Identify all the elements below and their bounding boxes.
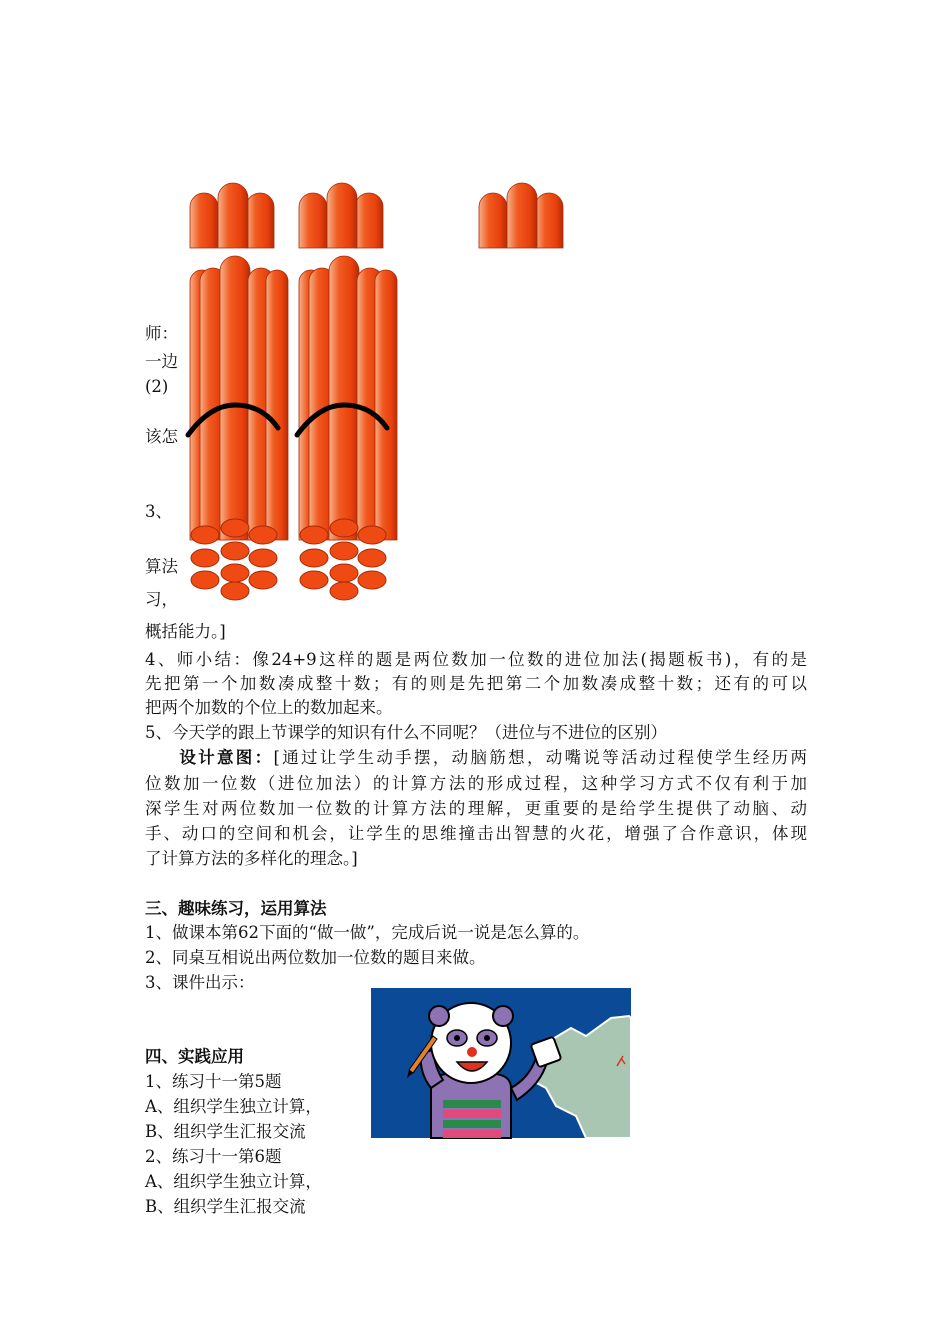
counting-stick [479, 193, 507, 248]
stick-end [221, 564, 249, 582]
counting-stick [218, 183, 248, 248]
panda-eye [454, 1035, 460, 1041]
stick-end [221, 582, 249, 600]
stick-end [358, 549, 386, 567]
section3-item: 1、做课本第62下面的“做一做”，完成后说一说是怎么算的。 [145, 923, 590, 942]
stick-end [300, 549, 328, 567]
stick-end [330, 564, 358, 582]
section4-item: B、组织学生汇报交流 [145, 1197, 306, 1216]
design-intent-text: [通过让学生动手摆，动脑筋想，动嘴说等活动过程使学生经历两 [273, 748, 808, 767]
stick-end [300, 571, 328, 589]
counting-stick [220, 256, 250, 540]
step4-line: 先把第一个加数凑成整十数；有的则是先把第二个加数凑成整十数；还有的可以 [145, 674, 807, 693]
stick-end [358, 571, 386, 589]
section4-item: A、组织学生独立计算， [145, 1172, 322, 1191]
section3-title: 三、趣味练习，运用算法 [145, 899, 327, 918]
section4-item: A、组织学生独立计算， [145, 1097, 322, 1116]
counting-stick [329, 256, 359, 540]
text-fragment: (2) [145, 377, 169, 396]
section3-item: 2、同桌互相说出两位数加一位数的题目来做。 [145, 948, 486, 967]
counting-stick [246, 193, 274, 248]
section4-item: 1、练习十一第5题 [145, 1072, 282, 1091]
text-fragment: 一边 [145, 352, 178, 371]
panda-cartoon [371, 988, 631, 1138]
stick-end [249, 571, 277, 589]
stick-end [249, 549, 277, 567]
section3-item: 3、课件出示： [145, 973, 255, 992]
shirt-stripe [443, 1100, 501, 1108]
stick-end [330, 542, 358, 560]
stick-end [221, 542, 249, 560]
counting-stick [507, 183, 537, 248]
stick-end [330, 582, 358, 600]
text-fragment: 师： [145, 324, 178, 343]
counting-stick [327, 183, 357, 248]
counting-sticks-illustration [0, 0, 950, 620]
design-intent-line [145, 746, 807, 770]
step4-line: 把两个加数的个位上的数加起来。 [145, 698, 393, 717]
text-fragment: 算法 [145, 557, 178, 576]
counting-stick [375, 270, 397, 540]
design-intent-line: 手、动口的空间和机会，让学生的思维撞击出智慧的火花，增强了合作意识，体现 [145, 824, 807, 843]
step5-line: 5、今天学的跟上节课学的知识有什么不同呢？（进位与不进位的区别） [145, 723, 667, 742]
shirt-stripe [443, 1110, 501, 1118]
section4-title: 四、实践应用 [145, 1047, 244, 1066]
counting-stick [355, 193, 383, 248]
design-intent-line: 深学生对两位数加一位数的计算方法的理解，更重要的是给学生提供了动脑、动 [145, 799, 807, 818]
text-fragment: 该怎 [145, 427, 178, 446]
step4-line: 4、师小结：像24+9这样的题是两位数加一位数的进位加法(揭题板书)，有的是 [145, 650, 807, 669]
stick-end [191, 526, 219, 544]
stick-end [191, 549, 219, 567]
counting-stick [535, 193, 563, 248]
section4-item: 2、练习十一第6题 [145, 1147, 282, 1166]
shirt-stripe [443, 1120, 501, 1128]
panda-ear [493, 1006, 513, 1026]
panda-ear [429, 1006, 449, 1026]
counting-stick [266, 270, 288, 540]
design-intent-line: 位数加一位数（进位加法）的计算方法的形成过程，这种学习方式不仅有利于加 [145, 774, 807, 793]
design-intent-line: 了计算方法的多样化的理念。] [145, 849, 358, 868]
panda-nose [467, 1047, 477, 1057]
design-intent-label: 设计意图： [177, 748, 274, 767]
text-fragment: 3、 [145, 502, 172, 521]
stick-end [358, 526, 386, 544]
stick-end [330, 519, 358, 537]
panda-eye [484, 1035, 490, 1041]
stick-end [249, 526, 277, 544]
counting-stick [190, 193, 218, 248]
text-fragment: 习， [145, 590, 178, 609]
paragraph-end: 概括能力。] [145, 622, 226, 641]
stick-end [191, 571, 219, 589]
stick-end [300, 526, 328, 544]
stick-end [221, 519, 249, 537]
section4-item: B、组织学生汇报交流 [145, 1122, 306, 1141]
counting-stick [299, 193, 327, 248]
shirt-stripe [443, 1130, 501, 1138]
